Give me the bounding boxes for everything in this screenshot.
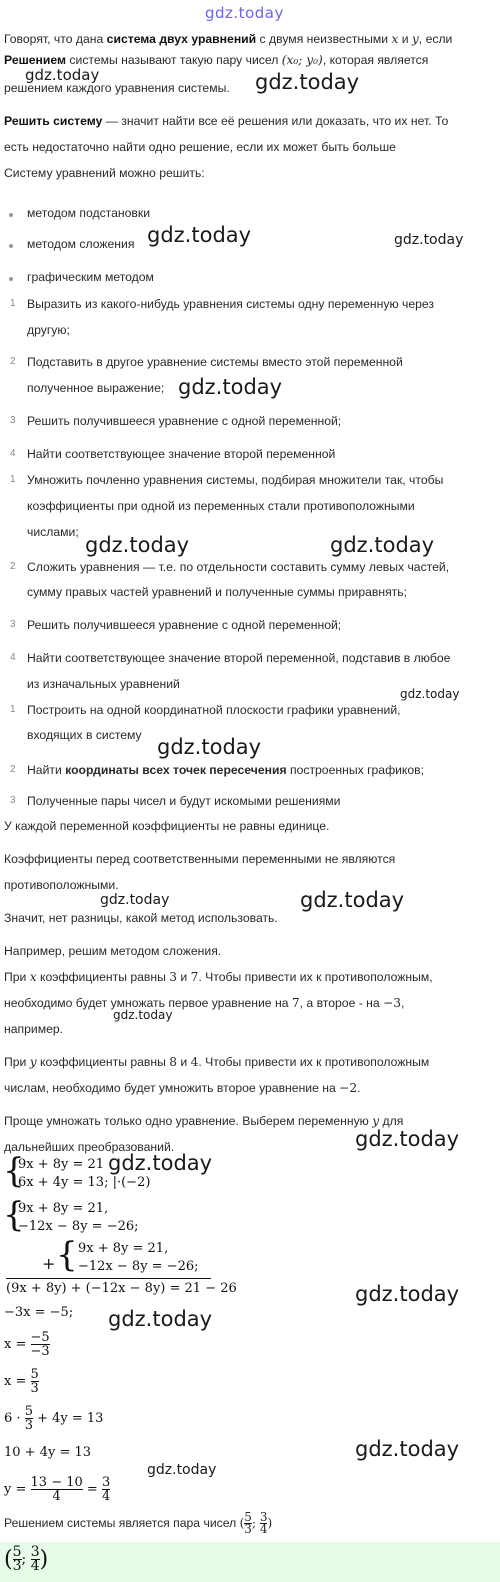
final-statement: Решением системы является пара чисел ( $\frac{5}{3}$ ; $\frac{3}{4}$ ) bbox=[4, 1510, 273, 1536]
method-item: методом сложения bbox=[27, 237, 135, 251]
step-number: 3 bbox=[10, 415, 16, 426]
subst-step-1: Выразить из какого-нибудь уравнения системы одну переменную через bbox=[27, 297, 435, 311]
watermark: gdz.today bbox=[300, 888, 405, 912]
bullet bbox=[9, 244, 13, 248]
subst-step-2-cont: полученное выражение; bbox=[27, 381, 165, 395]
text-line: У каждой переменной коэффициенты не равны единице. bbox=[4, 819, 330, 833]
step-number: 2 bbox=[10, 561, 16, 572]
watermark: gdz.today bbox=[255, 70, 360, 94]
add-step-4-cont: из изначальных уравнений bbox=[27, 677, 180, 691]
system-brace: { bbox=[56, 1235, 78, 1275]
watermark: gdz.today bbox=[113, 1008, 173, 1022]
text-line: При y коэффициенты равны 8 и 4. Чтобы привести их к противоположным bbox=[4, 1055, 430, 1069]
bullet bbox=[9, 277, 13, 281]
watermark: gdz.today bbox=[178, 375, 283, 399]
watermark: gdz.today bbox=[147, 1462, 217, 1478]
watermark: gdz.today bbox=[25, 66, 100, 84]
text-line: При x коэффициенты равны 3 и 7. Чтобы привести их к противоположным, bbox=[4, 970, 433, 984]
step-number: 1 bbox=[10, 474, 16, 485]
text-line: числам, необходимо будет умножить второе уравнение на −2. bbox=[4, 1081, 361, 1095]
text-line: Коэффициенты перед соответственными переменными не являются bbox=[4, 852, 396, 866]
equation: 6x + 4y = 13; |·(−2) bbox=[18, 1175, 151, 1190]
subst-step-4: Найти соответствующее значение второй переменной bbox=[27, 447, 336, 461]
subst-step-3: Решить получившееся уравнение с одной переменной; bbox=[27, 414, 342, 428]
equation: −12x − 8y = −26; bbox=[18, 1219, 139, 1234]
equation: 9x + 8y = 21, bbox=[78, 1241, 169, 1256]
system-brace: { bbox=[3, 1151, 25, 1191]
text-line: Значит, нет разницы, какой метод использовать. bbox=[4, 911, 278, 925]
step-number: 4 bbox=[10, 448, 16, 459]
add-step-2: Сложить уравнения — т.е. по отдельности составить сумму левых частей, bbox=[27, 560, 450, 574]
step-number: 2 bbox=[10, 764, 16, 775]
step-number: 3 bbox=[10, 795, 16, 806]
step-number: 4 bbox=[10, 652, 16, 663]
method-item: графическим методом bbox=[27, 270, 154, 284]
equation: 10 + 4y = 13 bbox=[4, 1445, 92, 1460]
watermark: gdz.today bbox=[355, 1282, 460, 1306]
text-line: дальнейших преобразований. bbox=[4, 1140, 175, 1154]
watermark: gdz.today bbox=[147, 223, 252, 247]
fraction-equation: 6 · $\frac{5}{3}$ + 4y = 13 bbox=[4, 1404, 104, 1433]
graph-step-1-cont: входящих в систему bbox=[27, 728, 142, 742]
text-line: Например, решим методом сложения. bbox=[4, 944, 222, 958]
subst-step-1-cont: другую; bbox=[27, 323, 70, 337]
add-step-1-cont: числами; bbox=[27, 525, 79, 539]
graph-step-3: Полученные пары чисел и будут искомыми решениями bbox=[27, 794, 341, 808]
step-number: 2 bbox=[10, 356, 16, 367]
intro-line-2: Решением системы называют такую пару чисел (x₀; y₀), которая является bbox=[4, 53, 429, 67]
text-line: Проще умножать только одно уравнение. Выберем переменную y для bbox=[4, 1114, 404, 1128]
equation: 9x + 8y = 21, bbox=[18, 1201, 109, 1216]
method-item: методом подстановки bbox=[27, 206, 151, 220]
add-step-1-cont: коэффициенты при одной из переменных стали противоположными bbox=[27, 499, 415, 513]
system-brace: { bbox=[3, 1195, 25, 1235]
graph-step-2: Найти координаты всех точек пересечения построенных графиков; bbox=[27, 763, 425, 777]
equation: (9x + 8y) + (−12x − 8y) = 21 − 26 bbox=[6, 1281, 237, 1296]
watermark: gdz.today bbox=[85, 533, 190, 557]
step-number: 1 bbox=[10, 298, 16, 309]
add-step-3: Решить получившееся уравнение с одной переменной; bbox=[27, 618, 342, 632]
intro-line-5: есть недостаточно найти одно решение, если их может быть больше bbox=[4, 140, 396, 154]
watermark: gdz.today bbox=[108, 1307, 213, 1331]
bullet bbox=[9, 213, 13, 217]
subst-step-2: Подставить в другое уравнение системы вместо этой переменной bbox=[27, 355, 403, 369]
watermark: gdz.today bbox=[108, 1151, 213, 1175]
add-step-2-cont: сумму правых частей уравнений и полученные суммы приравнять; bbox=[27, 585, 408, 599]
fraction-equation: x = $\frac{5}{3}$ bbox=[4, 1367, 39, 1396]
equation: 9x + 8y = 21 bbox=[18, 1157, 105, 1172]
equation: −3x = −5; bbox=[4, 1305, 74, 1320]
watermark: gdz.today bbox=[157, 735, 262, 759]
sum-line bbox=[6, 1278, 211, 1279]
watermark: gdz.today bbox=[355, 1437, 460, 1461]
text-line: например. bbox=[4, 1022, 64, 1036]
intro-line-6: Систему уравнений можно решить: bbox=[4, 166, 205, 180]
intro-line-4: Решить систему — значит найти все её решения или доказать, что их нет. То bbox=[4, 114, 449, 128]
watermark: gdz.today bbox=[330, 533, 435, 557]
site-header-watermark: gdz.today bbox=[205, 4, 284, 22]
fraction-equation: x = $\frac{-5}{-3}$ bbox=[4, 1330, 50, 1359]
add-step-4: Найти соответствующее значение второй переменной, подставив в любое bbox=[27, 651, 451, 665]
intro-line-3: решением каждого уравнения системы. bbox=[4, 81, 230, 95]
watermark: gdz.today bbox=[355, 1127, 460, 1151]
step-number: 1 bbox=[10, 704, 16, 715]
add-step-1: Умножить почленно уравнения системы, подбирая множители так, чтобы bbox=[27, 473, 444, 487]
plus-sign: + bbox=[42, 1254, 56, 1273]
answer-box bbox=[0, 1542, 500, 1582]
watermark: gdz.today bbox=[100, 892, 170, 908]
intro-line-1: Говорят, что дана система двух уравнений с двумя неизвестными x и y, если bbox=[4, 32, 453, 46]
answer-value: ( $\frac{5}{3}$ ; $\frac{3}{4}$ ) bbox=[4, 1544, 49, 1574]
step-number: 3 bbox=[10, 619, 16, 630]
watermark: gdz.today bbox=[394, 232, 464, 248]
text-line: противоположными. bbox=[4, 878, 119, 892]
graph-step-1: Построить на одной координатной плоскости графики уравнений, bbox=[27, 703, 401, 717]
watermark: gdz.today bbox=[400, 687, 460, 701]
equation: −12x − 8y = −26; bbox=[78, 1259, 199, 1274]
fraction-equation: y = $\frac{13 - 10}{4}$ = $\frac{3}{4}$ bbox=[4, 1475, 111, 1504]
text-line: необходимо будет умножать первое уравнение на 7, а второе - на −3, bbox=[4, 996, 405, 1010]
